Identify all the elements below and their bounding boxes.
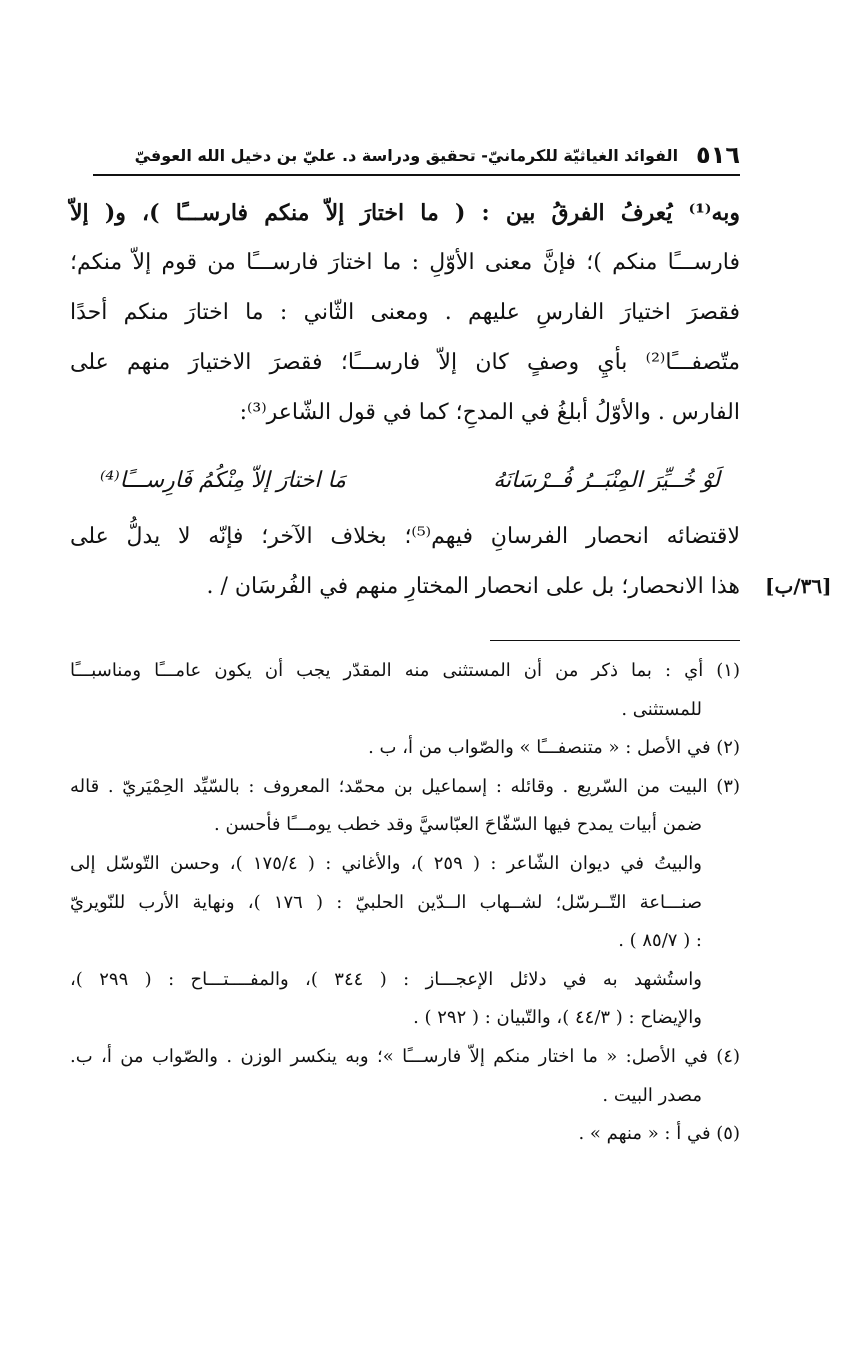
footnote-line: صنـــاعة التّــرسّل؛ لشــهاب الــدّين الحلبيّ : ( ١٧٦ )، ونهاية الأرب للنّويريّ: [70, 891, 702, 913]
text-line: فقصرَ اختيارَ الفارسِ عليهم . ومعنى الثّاني : ما اختارَ منكم أحدًا: [70, 300, 740, 325]
page-number: ٥١٦: [696, 141, 740, 169]
footnote-line: للمستثنى .: [621, 698, 702, 720]
text-line: وبه⁽¹⁾ يُعرفُ الفرقُ بين : ( ما اختارَ إلاّ منكم فارســـًا )، و( إلاّ: [70, 200, 740, 226]
running-header: [93, 138, 740, 172]
footnote-line: (٣) البيت من السّريع . وقائله : إسماعيل بن محمّد؛ المعروف : بالسّيِّد الحِمْيَريّ . قاله: [70, 775, 740, 797]
footnote-line: (٤) في الأصل: « ما اختار منكم إلاّ فارســـًا »؛ وبه ينكسر الوزن . والصّواب من أ، ب.: [70, 1045, 740, 1067]
footnote-separator: [490, 640, 740, 641]
main-text-continued: [70, 512, 740, 612]
text-line: هذا الانحصار؛ بل على انحصار المختارِ منهم في الفُرسَان / .: [206, 574, 740, 599]
footnote-line: والبيتُ في ديوان الشّاعر : ( ٢٥٩ )، والأغاني : ( ١٧٥/٤ )، وحسن التّوسّل إلى: [70, 852, 702, 874]
footnotes: [70, 652, 740, 1154]
footnote-line: (١) أي : بما ذكر من أن المستثنى منه المقدّر يجب أن يكون عامـــًا ومناسبـــًا: [70, 660, 740, 681]
main-text: [70, 188, 740, 438]
text-line: فارســـًا منكم )؛ فإنَّ معنى الأوّلِ : ما اختارَ فارســـًا من قوم إلاّ منكم؛: [70, 250, 741, 275]
verse-hemistich-second: مَا اختارَ إلاّ مِنْكُمُ فَارِســـًا⁽⁴⁾: [100, 468, 346, 493]
text-line: الفارس . والأوّلُ أبلغُ في المدحِ؛ كما في قول الشّاعر⁽³⁾:: [239, 400, 740, 425]
poetry-verse: [100, 456, 720, 506]
header-rule: [93, 174, 740, 176]
footnote-line: والإيضاح : ( ٤٤/٣ )، والتّبيان : ( ٢٩٢ ) .: [413, 1007, 702, 1029]
header-title: الفوائد الغياثيّة للكرمانيّ- تحقيق ودراسة د. عليّ بن دخيل الله العوفيّ: [134, 145, 679, 165]
folio-marker: [٣٦/ب]: [765, 574, 832, 598]
footnote-line: (٥) في أ : « منهم » .: [578, 1123, 740, 1145]
footnote-line: (٢) في الأصل : « متنصفـــًا » والصّواب من أ، ب .: [368, 737, 740, 759]
footnote-line: ضمن أبيات يمدح فيها السّفّاحَ العبّاسيَّ وقد خطب يومـــًا فأحسن .: [214, 814, 702, 836]
footnote-line: : ( ٨٥/٧ ) .: [618, 930, 702, 952]
footnote-line: واستُشهد به في دلائل الإعجـــاز : ( ٣٤٤ )، والمفــــتـــاح : ( ٢٩٩ )،: [70, 968, 702, 990]
text-line: لاقتضائه انحصار الفرسانِ فيهم⁽⁵⁾؛ بخلاف الآخر؛ فإنّه لا يدلُّ على: [70, 524, 740, 549]
text-line: متّصفـــًا⁽²⁾ بأيِ وصفٍ كان إلاّ فارســـًا؛ فقصرَ الاختيارَ منهم على: [70, 350, 740, 375]
verse-hemistich-first: لَوْ خُــيِّرَ المِنْبَــرُ فُــرْسَانَهُ: [493, 468, 720, 493]
footnote-line: مصدر البيت .: [602, 1084, 702, 1106]
